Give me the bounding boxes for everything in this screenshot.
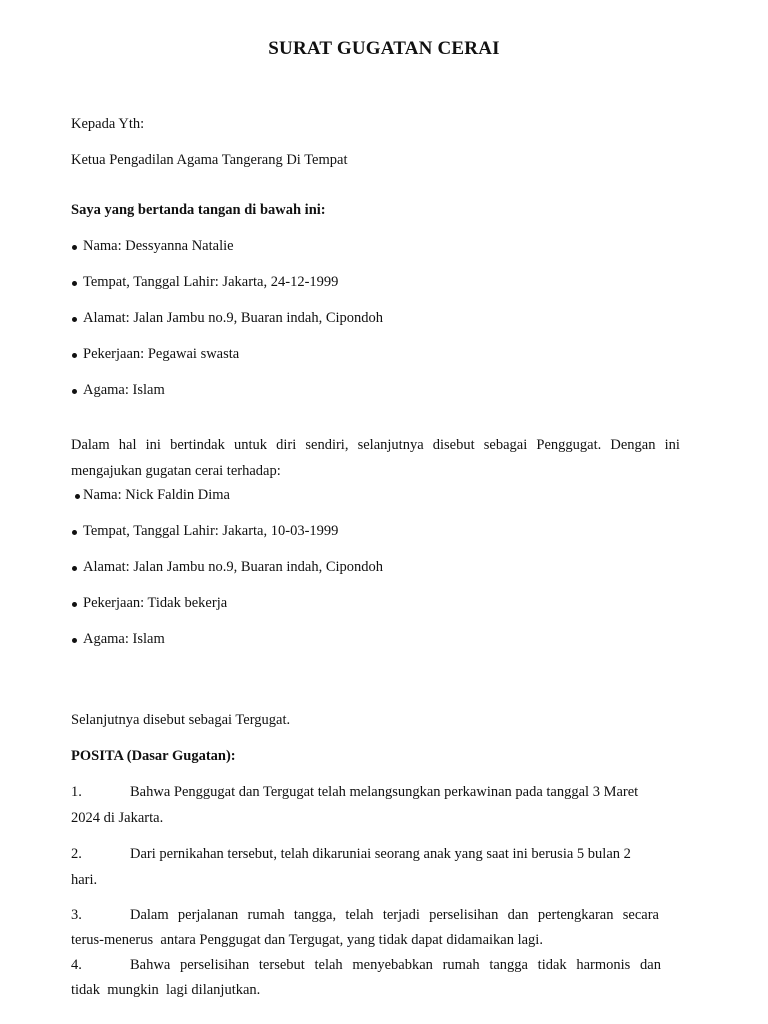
bullet-icon <box>72 281 77 286</box>
word: menyebabkan <box>352 957 433 973</box>
word: secara <box>622 907 659 923</box>
posita-text-line: hari. <box>71 872 98 888</box>
posita-number: 4. <box>71 957 82 973</box>
word: Dalam <box>130 907 169 923</box>
bullet-icon <box>75 494 80 499</box>
word: telah <box>345 907 374 923</box>
recipient: Ketua Pengadilan Agama Tangerang Di Tempat <box>71 152 348 168</box>
word: harmonis <box>576 957 631 973</box>
plaintiff-item-birth: Tempat, Tanggal Lahir: Jakarta, 24-12-1999 <box>83 274 339 290</box>
posita-text-line <box>130 907 659 924</box>
plaintiff-item-address: Alamat: Jalan Jambu no.9, Buaran indah, Cipondoh <box>83 310 384 326</box>
posita-heading: POSITA (Dasar Gugatan): <box>71 748 236 764</box>
posita-text-line <box>130 957 661 974</box>
defendant-note: Selanjutnya disebut sebagai Tergugat. <box>71 712 291 728</box>
word: disebut <box>432 437 475 453</box>
word: bertindak <box>170 437 225 453</box>
word: pertengkaran <box>537 907 614 923</box>
bullet-icon <box>72 389 77 394</box>
word: Bahwa <box>130 957 171 973</box>
word: telah <box>314 957 343 973</box>
word: ini <box>145 437 161 453</box>
posita-text-line: tidak mungkin lagi dilanjutkan. <box>71 982 261 998</box>
word: diri <box>276 437 297 453</box>
defendant-item-religion: Agama: Islam <box>83 631 165 647</box>
posita-text-line: Dari pernikahan tersebut, telah dikaruniai seorang anak yang saat ini berusia 5 bulan 2 <box>130 846 631 862</box>
bullet-icon <box>72 317 77 322</box>
defendant-item-job: Pekerjaan: Tidak bekerja <box>83 595 228 611</box>
bullet-icon <box>72 566 77 571</box>
word: rumah <box>442 957 480 973</box>
defendant-item-birth: Tempat, Tanggal Lahir: Jakarta, 10-03-1999 <box>83 523 339 539</box>
word: tangga, <box>293 907 337 923</box>
bullet-icon <box>72 602 77 607</box>
greeting: Kepada Yth: <box>71 116 145 132</box>
posita-text-line: 2024 di Jakarta. <box>71 810 164 826</box>
word: tangga <box>489 957 528 973</box>
word: dan <box>640 957 661 973</box>
plaintiff-item-religion: Agama: Islam <box>83 382 165 398</box>
word: Penggugat. <box>536 437 602 453</box>
posita-number: 2. <box>71 846 82 862</box>
word: terjadi <box>382 907 420 923</box>
bullet-icon <box>72 353 77 358</box>
defendant-item-name: Nama: Nick Faldin Dima <box>83 487 230 503</box>
word: selanjutnya <box>357 437 424 453</box>
word: Dengan <box>610 437 656 453</box>
word: tidak <box>537 957 567 973</box>
posita-text-line: Bahwa Penggugat dan Tergugat telah melangsungkan perkawinan pada tanggal 3 Maret <box>130 784 639 800</box>
bullet-icon <box>72 530 77 535</box>
bullet-icon <box>72 245 77 250</box>
word: perjalanan <box>177 907 239 923</box>
word: tersebut <box>258 957 305 973</box>
word: sebagai <box>483 437 528 453</box>
bullet-icon <box>72 638 77 643</box>
document-title: SURAT GUGATAN CERAI <box>268 38 500 59</box>
statement-line-2: mengajukan gugatan cerai terhadap: <box>71 463 281 479</box>
word: untuk <box>233 437 267 453</box>
word: rumah <box>247 907 285 923</box>
posita-number: 1. <box>71 784 82 800</box>
posita-text-line: terus-menerus antara Penggugat dan Tergugat, yang tidak dapat didamaikan lagi. <box>71 932 543 948</box>
word: dan <box>507 907 529 923</box>
plaintiff-item-job: Pekerjaan: Pegawai swasta <box>83 346 240 362</box>
defendant-item-address: Alamat: Jalan Jambu no.9, Buaran indah, Cipondoh <box>83 559 384 575</box>
posita-number: 3. <box>71 907 82 923</box>
word: perselisihan <box>179 957 250 973</box>
word: hal <box>118 437 137 453</box>
word: sendiri, <box>305 437 349 453</box>
plaintiff-item-name: Nama: Dessyanna Natalie <box>83 238 234 254</box>
statement-line-1 <box>71 437 680 454</box>
word: ini <box>664 437 680 453</box>
plaintiff-intro: Saya yang bertanda tangan di bawah ini: <box>71 202 326 218</box>
word: perselisihan <box>429 907 499 923</box>
word: Dalam <box>71 437 110 453</box>
